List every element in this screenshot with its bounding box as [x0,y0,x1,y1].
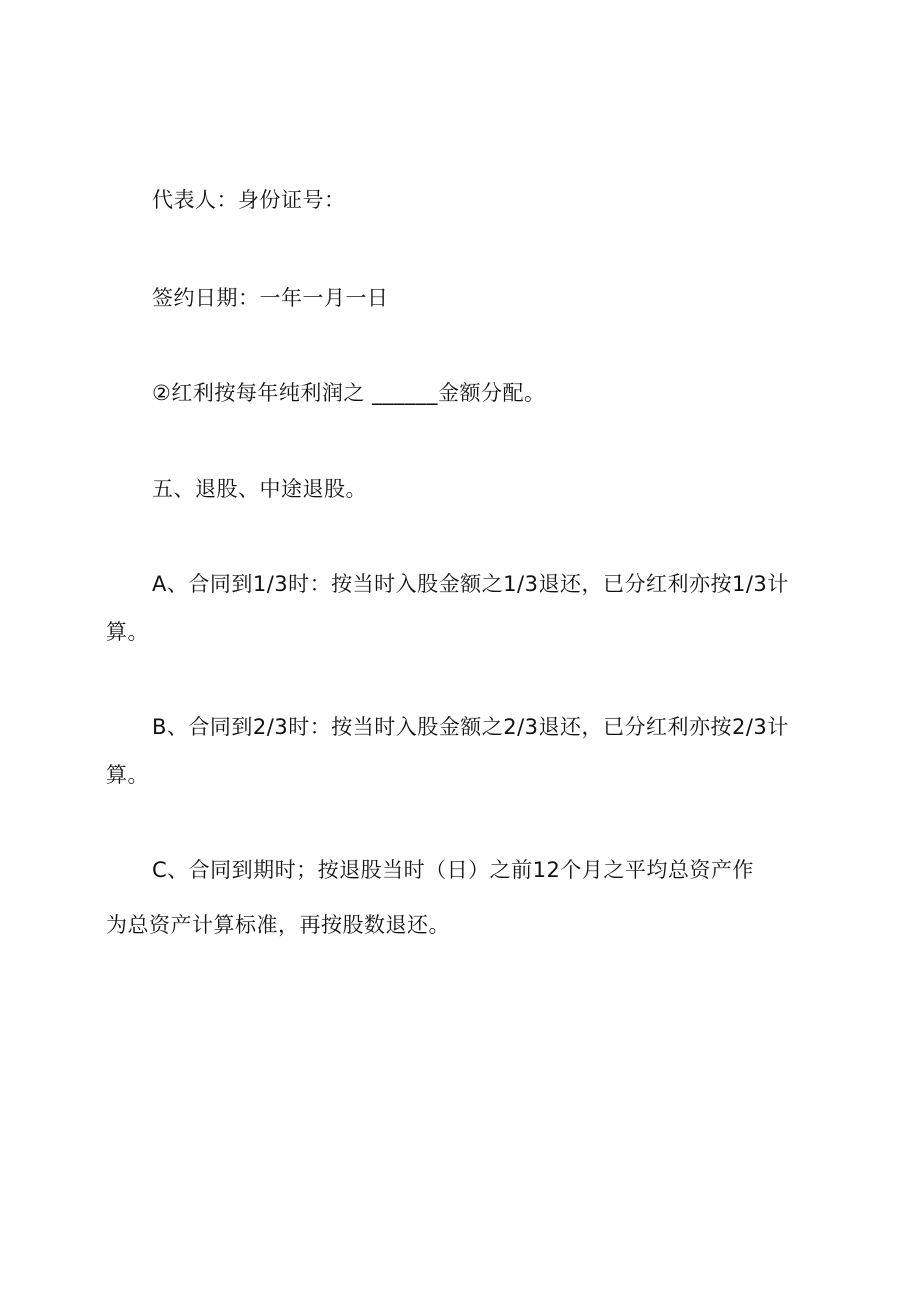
dividend-line: ②红利按每年纯利润之 ______金额分配。 [152,381,546,405]
representative-line: 代表人：身份证号： [152,188,346,212]
clause-c-line-2: 为总资产计算标准，再按股数退还。 [106,913,450,937]
clause-b-line-1: B、合同到2/3时：按当时入股金额之2/3退还，已分红利亦按2/3计 [152,715,789,739]
sign-date-line: 签约日期：一年一月一日 [152,286,389,310]
clause-b-line-2: 算。 [106,763,149,787]
clause-a-line-1: A、合同到1/3时：按当时入股金额之1/3退还，已分红利亦按1/3计 [152,572,789,596]
section-five-heading: 五、退股、中途退股。 [152,477,367,501]
clause-c-line-1: C、合同到期时；按退股当时（日）之前12个月之平均总资产作 [152,858,754,882]
clause-a-line-2: 算。 [106,620,149,644]
